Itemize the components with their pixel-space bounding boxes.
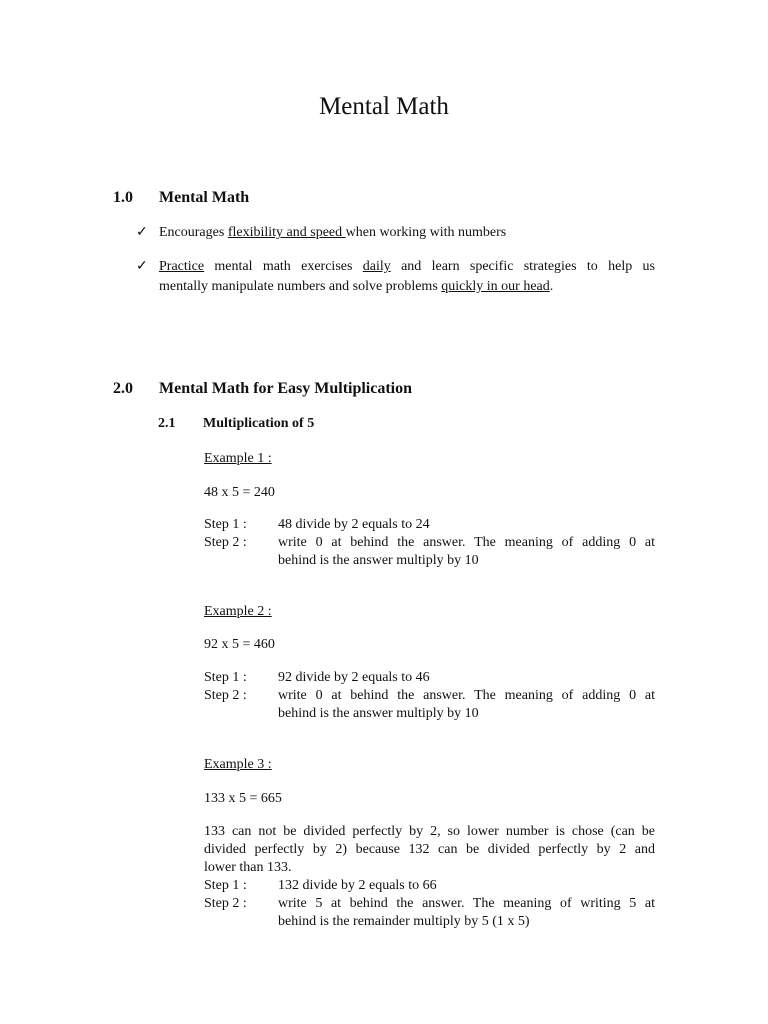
step-label: Step 1 : bbox=[204, 517, 247, 532]
example-2-steps bbox=[204, 669, 655, 725]
subsection-title: Multiplication of 5 bbox=[203, 416, 315, 431]
bullet-text: mentally manipulate numbers and solve problems bbox=[159, 279, 442, 294]
step-label: Step 2 : bbox=[204, 896, 247, 911]
bullet-emphasis: flexibility and speed bbox=[227, 225, 346, 240]
document-title: Mental Math bbox=[319, 93, 449, 120]
bullet-emphasis: Practice bbox=[159, 259, 205, 274]
step-label: Step 1 : bbox=[204, 670, 247, 685]
example-2-equation: 92 x 5 = 460 bbox=[204, 637, 275, 652]
bullet-text: when working with numbers bbox=[345, 225, 507, 240]
checkmark-icon: ✓ bbox=[136, 225, 148, 240]
checkmark-icon: ✓ bbox=[136, 259, 148, 274]
note-line: lower than 133. bbox=[204, 860, 292, 875]
subsection-number: 2.1 bbox=[158, 416, 176, 431]
section-2-heading bbox=[113, 380, 713, 400]
bullet-text: mental math exercises bbox=[204, 259, 363, 274]
section-number: 1.0 bbox=[113, 189, 133, 206]
section-title: Mental Math bbox=[159, 189, 250, 206]
section-title: Mental Math for Easy Multiplication bbox=[159, 380, 413, 397]
bullet-line bbox=[159, 278, 655, 296]
example-3-steps bbox=[204, 877, 655, 933]
example-1-equation: 48 x 5 = 240 bbox=[204, 485, 275, 500]
bullet-line bbox=[159, 258, 655, 276]
step-text: behind is the answer multiply by 10 bbox=[278, 553, 479, 568]
section-number: 2.0 bbox=[113, 380, 133, 397]
example-3-note bbox=[204, 823, 655, 877]
note-line: 133 can not be divided perfectly by 2, so lower number is chose (can be bbox=[204, 824, 655, 839]
example-1-steps bbox=[204, 516, 655, 572]
bullet-text: Encourages bbox=[159, 225, 228, 240]
bullet-1 bbox=[159, 224, 506, 242]
step-text: write 0 at behind the answer. The meaning of adding 0 at bbox=[278, 535, 655, 550]
example-2-label: Example 2 : bbox=[204, 604, 272, 619]
bullet-text: . bbox=[549, 279, 554, 294]
step-text: write 5 at behind the answer. The meaning of writing 5 at bbox=[278, 896, 655, 911]
step-text: behind is the remainder multiply by 5 (1 x 5) bbox=[278, 914, 530, 929]
step-label: Step 1 : bbox=[204, 878, 247, 893]
bullet-text: and learn specific strategies to help us bbox=[390, 259, 655, 274]
example-3-equation: 133 x 5 = 665 bbox=[204, 791, 282, 806]
step-label: Step 2 : bbox=[204, 688, 247, 703]
step-text: write 0 at behind the answer. The meaning of adding 0 at bbox=[278, 688, 655, 703]
subsection-2-1-heading bbox=[158, 416, 558, 434]
bullet-emphasis: daily bbox=[362, 259, 391, 274]
section-1-heading bbox=[113, 189, 713, 209]
step-text: 132 divide by 2 equals to 66 bbox=[278, 878, 437, 893]
step-text: 92 divide by 2 equals to 46 bbox=[278, 670, 430, 685]
bullet-2 bbox=[159, 258, 655, 296]
step-text: behind is the answer multiply by 10 bbox=[278, 706, 479, 721]
bullet-emphasis: quickly in our head bbox=[441, 279, 550, 294]
step-text: 48 divide by 2 equals to 24 bbox=[278, 517, 430, 532]
step-label: Step 2 : bbox=[204, 535, 247, 550]
note-line: divided perfectly by 2) because 132 can be divided perfectly by 2 and bbox=[204, 842, 655, 857]
example-1-label: Example 1 : bbox=[204, 451, 272, 466]
example-3-label: Example 3 : bbox=[204, 757, 272, 772]
